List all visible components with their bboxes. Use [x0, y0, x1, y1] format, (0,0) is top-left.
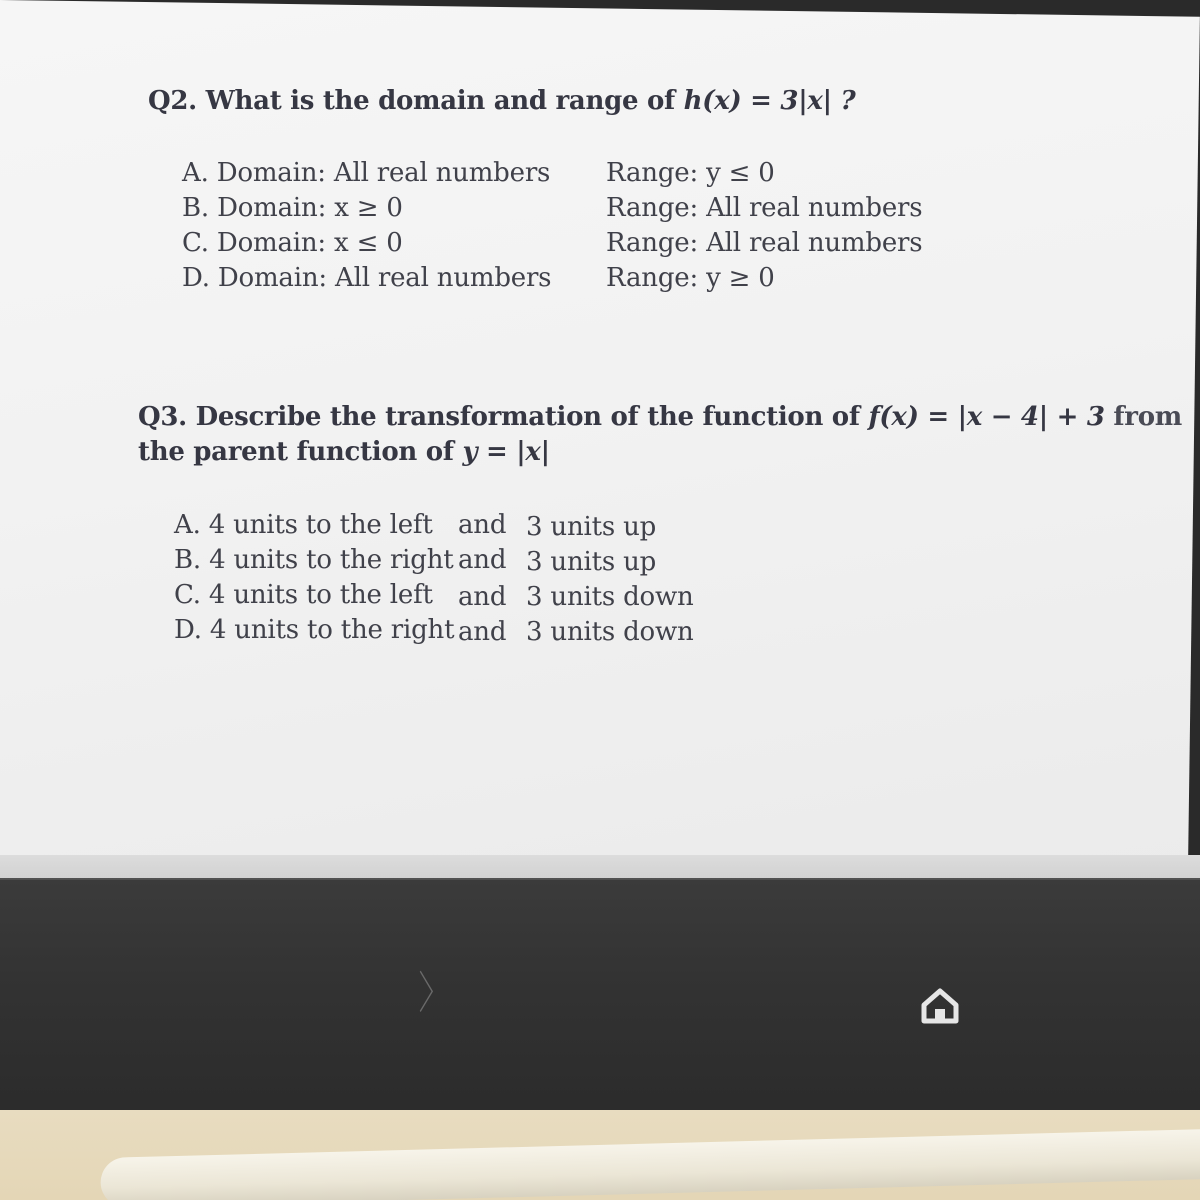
q3-question-line2: [138, 437, 550, 467]
option-letter: A.: [182, 158, 209, 188]
option-letter: B.: [174, 545, 201, 575]
option-letter: A.: [174, 510, 201, 540]
q3-option-a-and: and: [458, 510, 507, 540]
q2-question: [148, 86, 855, 116]
q2-option-b-range: Range: All real numbers: [606, 193, 923, 223]
option-letter: D.: [174, 615, 202, 645]
q3-option-d-vertical: 3 units down: [526, 617, 694, 647]
q2-option-a-domain[interactable]: [182, 158, 550, 188]
q3-option-c[interactable]: [174, 580, 433, 610]
chevron-right-icon[interactable]: 〉: [418, 968, 450, 1019]
option-letter: B.: [182, 193, 209, 223]
q3-parent-function: y = |x|: [462, 437, 550, 467]
q3-option-d[interactable]: [174, 615, 454, 645]
q3-line2-prefix: the parent function of: [138, 437, 463, 467]
option-letter: D.: [182, 263, 210, 293]
q2-option-d-domain[interactable]: [182, 263, 551, 293]
q2-option-a-range: Range: y ≤ 0: [606, 158, 775, 188]
option-domain: Domain: x ≤ 0: [216, 228, 403, 258]
q3-option-c-vertical: 3 units down: [526, 582, 694, 612]
q2-function: h(x) = 3|x| ?: [683, 86, 856, 116]
option-horizontal: 4 units to the right: [209, 615, 455, 645]
option-domain: Domain: All real numbers: [217, 263, 552, 293]
q3-option-a[interactable]: [174, 510, 433, 540]
q3-option-b-and: and: [458, 545, 507, 575]
q3-prefix: Q3. Describe the transformation of the function of: [138, 402, 869, 432]
q3-option-c-and: and: [458, 582, 507, 612]
option-domain: Domain: x ≥ 0: [217, 193, 403, 223]
q3-question-line1: [138, 402, 1182, 432]
q3-suffix: from: [1104, 402, 1182, 432]
q2-option-c-range: Range: All real numbers: [606, 228, 923, 258]
q3-option-a-vertical: 3 units up: [526, 512, 657, 542]
option-letter: C.: [174, 580, 201, 610]
option-horizontal: 4 units to the left: [208, 510, 433, 540]
q3-function: f(x) = |x − 4| + 3: [868, 402, 1105, 432]
option-letter: C.: [182, 228, 209, 258]
q3-option-d-and: and: [458, 617, 507, 647]
device-bezel: [0, 880, 1200, 1120]
q2-option-b-domain[interactable]: [182, 193, 403, 223]
q2-prefix: Q2. What is the domain and range of: [148, 86, 684, 116]
q2-option-c-domain[interactable]: [182, 228, 403, 258]
option-domain: Domain: All real numbers: [216, 158, 551, 188]
option-horizontal: 4 units to the left: [208, 580, 433, 610]
q3-option-b-vertical: 3 units up: [526, 547, 657, 577]
home-icon[interactable]: [920, 985, 960, 1025]
q3-option-b[interactable]: [174, 545, 454, 575]
option-horizontal: 4 units to the right: [209, 545, 454, 575]
q2-option-d-range: Range: y ≥ 0: [606, 263, 775, 293]
